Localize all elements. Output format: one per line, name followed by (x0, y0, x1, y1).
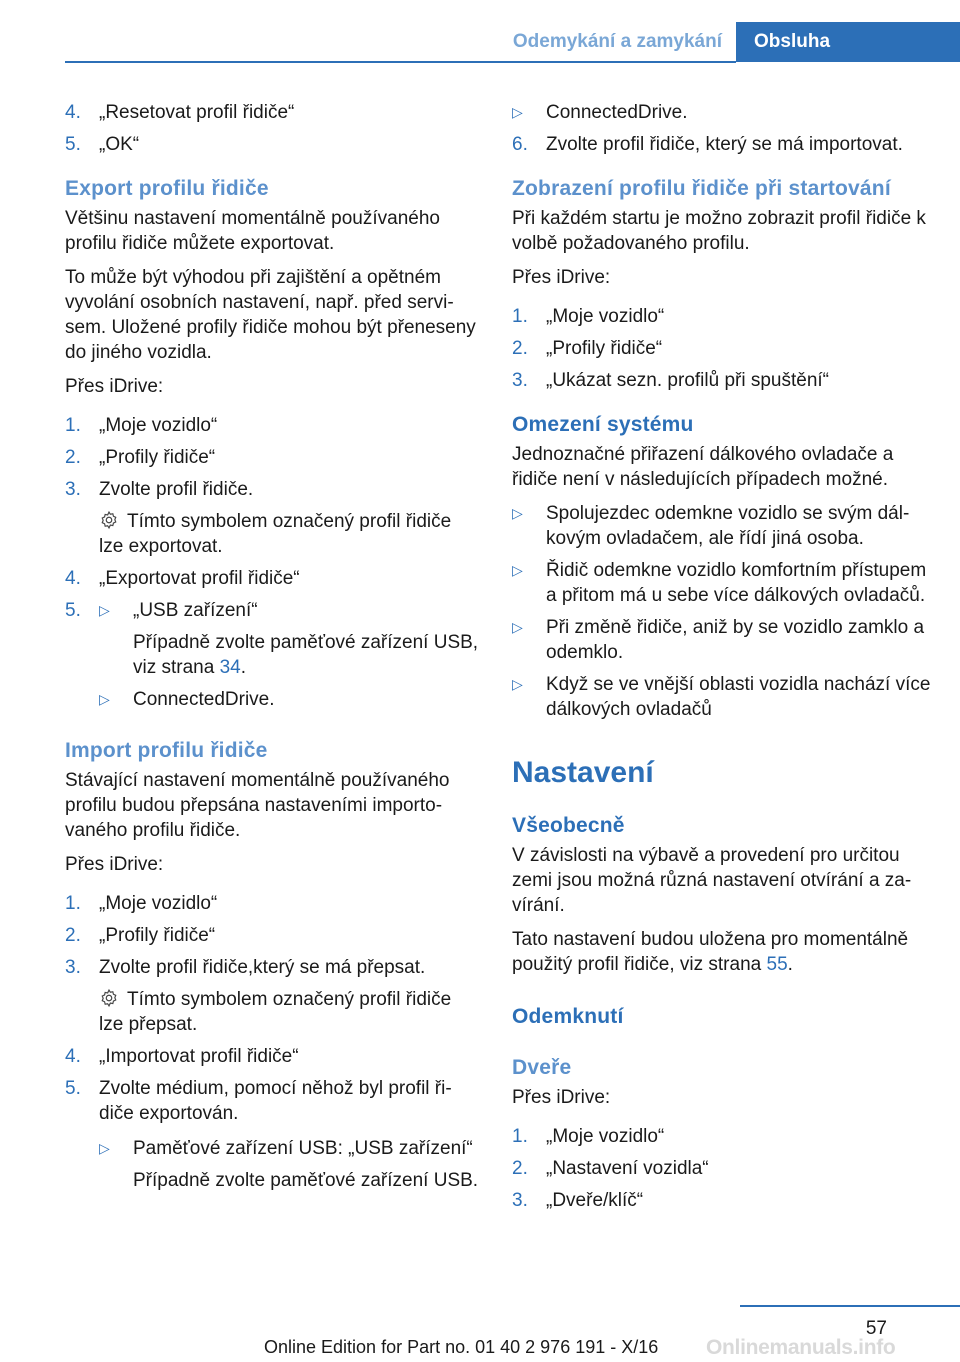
general-heading: Všeobecně (512, 814, 625, 837)
settings-heading: Nastavení (512, 756, 654, 789)
triangle-bullet-icon: ▷ (512, 676, 523, 692)
page-number: 57 (865, 1318, 887, 1339)
bullet-item: ▷ Paměťové zařízení USB: „USB zařízení“ Případně zvolte paměťové zařízení USB. (99, 1138, 479, 1191)
paragraph: Tato nastavení budou uložena pro momentálně použitý profil řidiče, viz strana 55. (512, 929, 909, 975)
triangle-bullet-icon: ▷ (99, 602, 110, 618)
paragraph: Přes iDrive: (512, 1087, 611, 1108)
bullet-item: ▷ ConnectedDrive. (512, 102, 688, 123)
bullet-item: ▷ Když se ve vnější oblasti vozidla nachází více dálkových ovladačů (512, 674, 931, 720)
paragraph: Přes iDrive: (65, 854, 164, 875)
page-header (65, 22, 960, 62)
paragraph: V závislosti na výbavě a provedení pro určitou zemi jsou možná různá nastavení otvírání a zavírání. (512, 845, 912, 916)
symbol-note: Tímto symbolem označený profil řidiče lze přepsat. (99, 989, 452, 1035)
paragraph: Při každém startu je možno zobrazit profil řidiče k volbě požadovaného profilu. (512, 208, 926, 254)
list-item: 2. „Profily řidiče“ (65, 447, 216, 468)
triangle-bullet-icon: ▷ (512, 505, 523, 521)
bullet-item: ▷ „USB zařízení“ Případně zvolte paměťové zařízení USB, viz strana 34. (99, 600, 479, 678)
left-column (65, 100, 480, 1207)
list-item: 6. Zvolte profil řidiče, který se má importovat. (512, 134, 903, 155)
list-item: 4. „Exportovat profil řidiče“ (65, 568, 300, 589)
list-item: 4. „Resetovat profil řidiče“ (65, 102, 295, 123)
triangle-bullet-icon: ▷ (512, 619, 523, 635)
header-chapter-tab: Obsluha (736, 22, 960, 62)
list-item: 1. „Moje vozidlo“ (65, 893, 218, 914)
list-item: 1. „Moje vozidlo“ (512, 306, 665, 327)
header-section-title: Odemykání a zamykání (512, 31, 722, 52)
edition-note: Online Edition for Part no. 01 40 2 976 191 - X/16 (264, 1337, 659, 1357)
bullet-item: ▷ Řidič odemkne vozidlo komfortním přístupem a přitom má u sebe více dálkových ovladačů. (512, 560, 927, 606)
unlock-heading: Odemknutí (512, 1005, 624, 1028)
gear-icon (99, 988, 119, 1008)
page-link[interactable]: 34 (219, 657, 241, 678)
bullet-item: ▷ Spolujezdec odemkne vozidlo se svým dálkovým ovladačem, ale řídí jiná osoba. (512, 503, 910, 549)
list-item: 3. Zvolte profil řidiče. (65, 479, 254, 500)
list-item: 5. Zvolte médium, pomocí něhož byl profil řidiče exportován. ▷ Paměťové zařízení USB: „USB zařízení“ Případně zvolte paměťové zařízení USB. (65, 1078, 479, 1191)
page-link[interactable]: 55 (766, 954, 788, 975)
watermark: Onlinemanuals.info (706, 1336, 896, 1359)
paragraph: To může být výhodou při zajištění a opětném vyvolání osobních nastavení, např. před servisem. Uložené profily řidiče mohou být přeneseny do jiného vozidla. (65, 267, 476, 363)
header-rule (65, 61, 736, 63)
paragraph: Většinu nastavení momentálně používaného profilu řidiče můžete exportovat. (65, 208, 440, 254)
symbol-note: Tímto symbolem označený profil řidiče lze exportovat. (99, 511, 452, 557)
list-item: 3. „Ukázat sezn. profilů při spuštění“ (512, 370, 830, 391)
import-heading: Import profilu řidiče (65, 739, 268, 762)
paragraph: Jednoznačné přiřazení dálkového ovladače a řidiče není v následujících případech možné. (512, 444, 894, 490)
list-item: 3. „Dveře/klíč“ (512, 1190, 644, 1211)
startup-heading: Zobrazení profilu řidiče při startování (512, 177, 891, 200)
list-item: 5. ▷ „USB zařízení“ Případně zvolte paměťové zařízení USB, viz strana 34. ▷ ConnectedDrive. (65, 600, 479, 710)
list-item: 1. „Moje vozidlo“ (512, 1126, 665, 1147)
list-item: 4. „Importovat profil řidiče“ (65, 1046, 299, 1067)
paragraph: Přes iDrive: (512, 267, 611, 288)
right-column (512, 100, 932, 1220)
list-item: 2. „Profily řidiče“ (512, 338, 663, 359)
limits-heading: Omezení systému (512, 413, 694, 436)
paragraph: Přes iDrive: (65, 376, 164, 397)
bullet-item: ▷ ConnectedDrive. (99, 689, 275, 710)
list-item: 2. „Profily řidiče“ (65, 925, 216, 946)
bullet-item: ▷ Při změně řidiče, aniž by se vozidlo zamklo a odemklo. (512, 617, 925, 663)
list-item: 3. Zvolte profil řidiče,který se má přepsat. (65, 957, 426, 978)
triangle-bullet-icon: ▷ (512, 562, 523, 578)
export-heading: Export profilu řidiče (65, 177, 269, 200)
triangle-bullet-icon: ▷ (99, 1140, 110, 1156)
footer-rule (740, 1305, 960, 1307)
doors-heading: Dveře (512, 1056, 572, 1079)
triangle-bullet-icon: ▷ (512, 104, 523, 120)
paragraph: Stávající nastavení momentálně používaného profilu budou přepsána nastaveními importovaného profilu řidiče. (65, 770, 450, 841)
list-item: 5. „OK“ (65, 134, 140, 155)
gear-icon (99, 510, 119, 530)
triangle-bullet-icon: ▷ (99, 691, 110, 707)
list-item: 2. „Nastavení vozidla“ (512, 1158, 709, 1179)
list-item: 1. „Moje vozidlo“ (65, 415, 218, 436)
